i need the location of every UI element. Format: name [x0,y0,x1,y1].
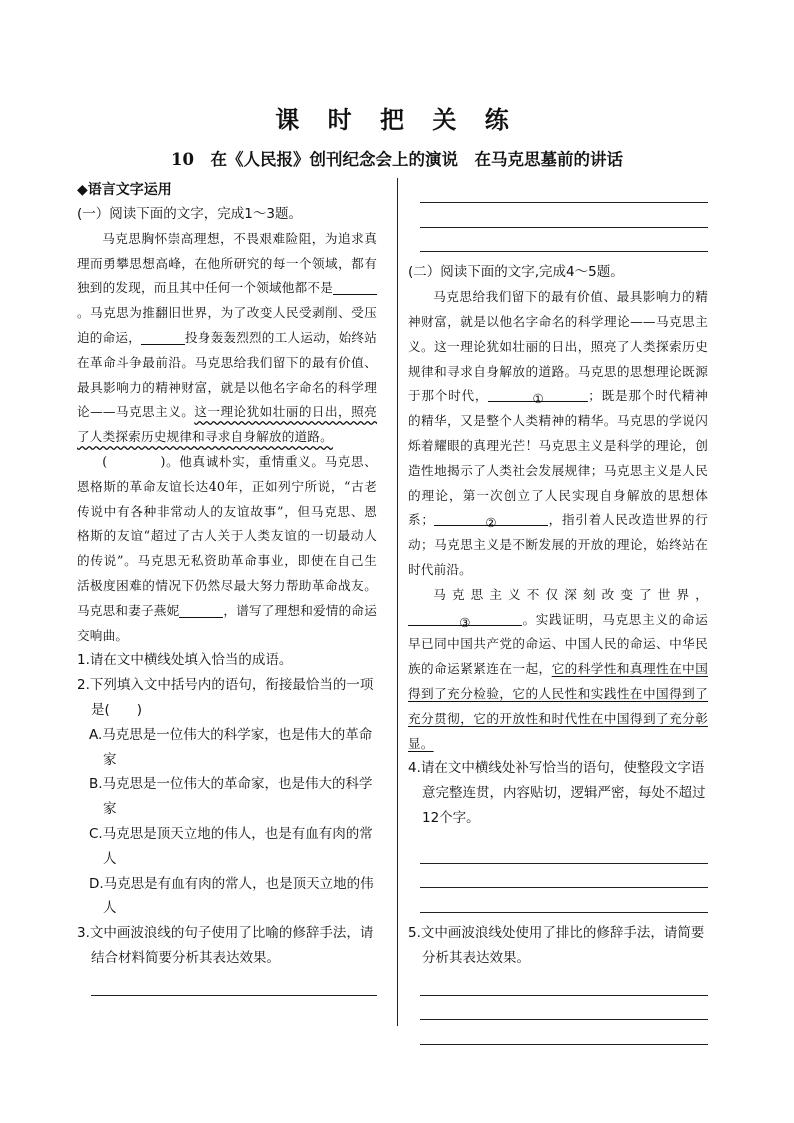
question-4: 4.请在文中横线处补写恰当的语句，使整段文字语意完整连贯，内容贴切，逻辑严密，每处不超过12个字。 [408,760,706,826]
question-2: 2.下列填入文中括号内的语句，衔接最恰当的一项是( ) [77,677,374,718]
p1-mid2-text: 投身轰轰烈烈的工人运动，始终站在革命斗争最前沿。马克思给我们留下的最有价值、最具影响力的精神财富，就是以他名字命名的科学理论——马克思主义。 [77,329,377,420]
column-divider [397,178,398,1026]
fill-blank-2[interactable]: ② [434,511,548,526]
rp-after1-text: ；既是那个时代精神的精华，又是整个人类精神的精华。马克思的学说闪烁着耀眼的真理光芒！马克思主义是科学的理论，创造性地揭示了人类社会发展规律；马克思主义是人民的理论，第一次创立了人民实现自身解放的思想体系； [408,388,708,528]
fill-blank-3[interactable]: ③ [408,611,522,626]
answer-line-q3[interactable] [91,971,377,996]
passage-2-paragraph-1 [408,285,708,583]
option-b[interactable]: B.马克思是一位伟大的革命家，也是伟大的科学家 [89,776,373,818]
answer-line-q4-2[interactable] [420,864,708,889]
option-c[interactable]: C.马克思是顶天立地的伟人，也是有血有肉的常人 [89,825,373,867]
rp-after2-text: ，指引着人民改造世界的行动；马克思主义是不断发展的开放的理论，始终站在时代前沿。 [408,512,708,577]
wavy-underlined-sentence: 这一理论犹如壮丽的日出，照亮了人类探索历史规律和寻求自身解放的道路。 [77,404,377,445]
question-1: 1.请在文中横线处填入恰当的成语。 [77,652,293,669]
question-3: 3.文中画波浪线的句子使用了比喻的修辞手法，请结合材料简要分析其表达效果。 [77,925,374,966]
answer-line-q4-3[interactable] [420,888,708,913]
answer-line-q3-cont-3[interactable] [420,228,708,253]
left-column [77,178,377,996]
idiom-blank-1[interactable] [333,280,377,295]
right-column [408,178,708,1045]
answer-line-q5-2[interactable] [420,996,708,1021]
group1-intro: (一）阅读下面的文字，完成1～3题。 [77,206,302,222]
passage-1-paragraph-1 [77,227,377,450]
page-title: 课 时 把 关 练 [275,105,519,134]
idiom-blank-3[interactable] [179,603,223,618]
passage-1-paragraph-2 [77,450,377,648]
section-heading: ◆语言文字运用 [77,182,172,198]
underlined-parallel-sentences: 它的科学性和真理性在中国得到了充分检验，它的人民性和实践性在中国得到了充分贯彻，它的开放性和时代性在中国得到了充分彰显。 [408,661,709,751]
p2-end-text: ，谱写了理想和爱情的命运交响曲。 [77,602,377,643]
bracket-blank[interactable]: ( ) [102,453,166,469]
option-d[interactable]: D.马克思是有血有肉的常人，也是顶天立地的伟人 [89,875,374,917]
fill-blank-1[interactable]: ① [488,387,588,402]
lesson-subtitle: 10 在《人民报》创刊纪念会上的演说 在马克思墓前的讲话 [171,150,623,169]
rp2-lead-text: 马克思主义不仅深刻改变了世界， [433,586,708,602]
rp2-mid-text: 。实践证明，马克思主义的命运早已同中国共产党的命运、中国人民的命运、中华民族的命运紧紧连在一起， [408,611,708,677]
p1-lead-text: 马克思胸怀崇高理想，不畏艰难险阻，为追求真理而勇攀思想高峰，在他所研究的每一个领域，都有独到的发现，而且其中任何一个领域他都不是 [77,230,377,296]
rp-lead-text: 马克思给我们留下的最有价值、最具影响力的精神财富，就是以他名字命名的科学理论——马克思主义。这一理论犹如壮丽的日出，照亮了人类探索历史规律和寻求自身解放的道路。马克思的思想理论既源于那个时代， [408,289,708,404]
answer-line-q5-1[interactable] [420,971,708,996]
answer-line-q3-cont-2[interactable] [420,203,708,228]
p1-mid-text: 。马克思为推翻旧世界，为了改变人民受剥削、受压迫的命运， [77,305,377,345]
group2-intro: (二）阅读下面的文字,完成4～5题。 [408,264,624,281]
question-5: 5.文中画波浪线处使用了排比的修辞手法，请简要分析其表达效果。 [408,925,705,966]
option-a[interactable]: A.马克思是一位伟大的科学家，也是伟大的革命家 [89,726,373,768]
answer-line-q4-1[interactable] [420,839,708,864]
passage-2-paragraph-2 [408,583,708,757]
p2-rest-text: 。他真诚朴实，重情重义。马克思、恩格斯的革命友谊长达40年，正如列宁所说，“古老传说中有各种非常动人的友谊故事”，但马克思、恩格斯的友谊“超过了古人关于人类友谊的一切最动人的传说”。马克思无私资助革命事业，即使在自己生活极度困难的情况下仍然尽最大努力帮助革命战友。马克思和妻子燕妮 [77,453,378,618]
idiom-blank-2[interactable] [141,330,185,345]
answer-line-q5-3[interactable] [420,1020,708,1045]
answer-line-q3-cont-1[interactable] [420,178,708,203]
